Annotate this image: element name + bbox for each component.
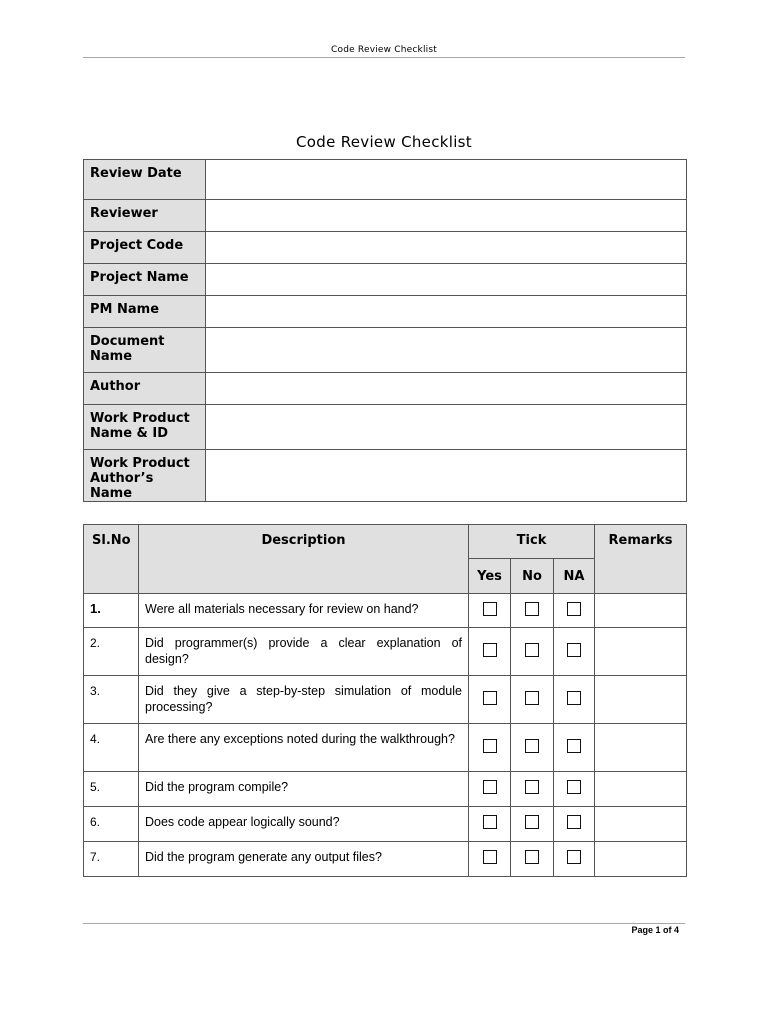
no-checkbox[interactable] (525, 691, 539, 705)
row-number: 7. (84, 842, 139, 877)
no-checkbox[interactable] (525, 780, 539, 794)
remarks-field[interactable] (595, 772, 687, 807)
row-description: Are there any exceptions noted during the walkthrough? (139, 724, 469, 772)
no-checkbox[interactable] (525, 850, 539, 864)
na-checkbox[interactable] (567, 739, 581, 753)
yes-checkbox[interactable] (483, 780, 497, 794)
yes-checkbox[interactable] (483, 815, 497, 829)
project-code-field[interactable] (206, 232, 687, 264)
review-date-field[interactable] (206, 160, 687, 200)
document-name-field[interactable] (206, 328, 687, 373)
info-label: Work Product Name & ID (84, 405, 206, 450)
row-description: Does code appear logically sound? (139, 807, 469, 842)
na-checkbox[interactable] (567, 691, 581, 705)
na-checkbox[interactable] (567, 815, 581, 829)
na-checkbox[interactable] (567, 780, 581, 794)
table-row (84, 842, 687, 877)
remarks-field[interactable] (595, 676, 687, 724)
document-title: Code Review Checklist (296, 133, 472, 151)
remarks-field[interactable] (595, 807, 687, 842)
info-label: PM Name (84, 296, 206, 328)
na-checkbox[interactable] (567, 643, 581, 657)
row-number: 4. (84, 724, 139, 772)
yes-checkbox[interactable] (483, 739, 497, 753)
footer-divider (83, 923, 685, 924)
row-number: 2. (84, 628, 139, 676)
row-number: 5. (84, 772, 139, 807)
work-product-author-field[interactable] (206, 450, 687, 502)
table-row (84, 628, 687, 676)
remarks-field[interactable] (595, 842, 687, 877)
row-description: Did they give a step-by-step simulation of module processing? (139, 676, 469, 724)
yes-checkbox[interactable] (483, 602, 497, 616)
checklist-header-row (84, 525, 687, 559)
page-header: Code Review Checklist (331, 45, 437, 55)
table-row (84, 676, 687, 724)
info-row-author (84, 373, 687, 405)
table-row (84, 724, 687, 772)
info-label: Project Code (84, 232, 206, 264)
info-row-work-product-author (84, 450, 687, 502)
yes-checkbox[interactable] (483, 850, 497, 864)
row-description: Did programmer(s) provide a clear explanation of design? (139, 628, 469, 676)
row-number: 6. (84, 807, 139, 842)
no-checkbox[interactable] (525, 739, 539, 753)
row-description: Did the program compile? (139, 772, 469, 807)
checklist-table (83, 524, 687, 877)
remarks-field[interactable] (595, 724, 687, 772)
project-name-field[interactable] (206, 264, 687, 296)
author-field[interactable] (206, 373, 687, 405)
info-row-reviewer (84, 200, 687, 232)
work-product-name-field[interactable] (206, 405, 687, 450)
na-checkbox[interactable] (567, 602, 581, 616)
header-divider (83, 57, 685, 58)
no-header: No (511, 559, 554, 594)
na-checkbox[interactable] (567, 850, 581, 864)
info-row-review-date (84, 160, 687, 200)
info-row-project-code (84, 232, 687, 264)
review-info-table (83, 159, 687, 502)
pm-name-field[interactable] (206, 296, 687, 328)
na-header: NA (554, 559, 595, 594)
row-number: 3. (84, 676, 139, 724)
yes-header: Yes (469, 559, 511, 594)
row-description: Were all materials necessary for review on hand? (139, 594, 469, 628)
slno-header: Sl.No (84, 525, 139, 594)
no-checkbox[interactable] (525, 602, 539, 616)
yes-checkbox[interactable] (483, 643, 497, 657)
table-row (84, 807, 687, 842)
remarks-field[interactable] (595, 594, 687, 628)
info-row-project-name (84, 264, 687, 296)
info-label: Project Name (84, 264, 206, 296)
info-label: Work Product Author’s Name (84, 450, 206, 502)
no-checkbox[interactable] (525, 815, 539, 829)
table-row (84, 772, 687, 807)
no-checkbox[interactable] (525, 643, 539, 657)
row-number: 1. (84, 594, 139, 628)
page-number: Page 1 of 4 (631, 925, 679, 935)
remarks-header: Remarks (595, 525, 687, 594)
row-description: Did the program generate any output files? (139, 842, 469, 877)
info-row-work-product-name (84, 405, 687, 450)
description-header: Description (139, 525, 469, 594)
table-row (84, 594, 687, 628)
info-label: Document Name (84, 328, 206, 373)
info-label: Reviewer (84, 200, 206, 232)
reviewer-field[interactable] (206, 200, 687, 232)
yes-checkbox[interactable] (483, 691, 497, 705)
tick-header: Tick (469, 525, 595, 559)
info-row-document-name (84, 328, 687, 373)
info-label: Author (84, 373, 206, 405)
info-row-pm-name (84, 296, 687, 328)
remarks-field[interactable] (595, 628, 687, 676)
info-label: Review Date (84, 160, 206, 200)
